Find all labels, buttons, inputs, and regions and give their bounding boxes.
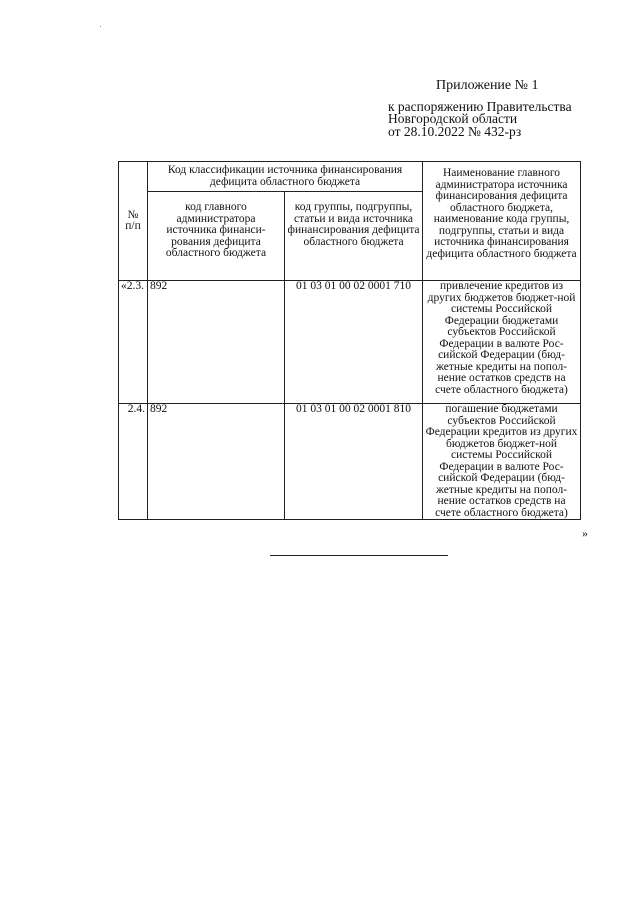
row-code: 01 03 01 00 02 0001 810 — [285, 404, 423, 520]
row-code: 01 03 01 00 02 0001 710 — [285, 281, 423, 404]
annex-line-1: к распоряжению Правительства — [388, 98, 572, 114]
row-admin: 892 — [148, 404, 285, 520]
header-group: Код классификации источника финансирования дефицита областного бюджета — [148, 162, 423, 192]
annex-line-2: Новгородской области — [388, 111, 518, 126]
header-name: Наименование главного администратора источника финансирования дефицита областного бюджета, наименование кода группы, подгруппы, статьи и вида источника финансирования дефицита областного бюджета — [423, 162, 581, 281]
header-num — [119, 162, 148, 281]
header-num-sub: п/п — [125, 220, 141, 232]
row-num: «2.3. — [119, 281, 148, 404]
row-num: 2.4. — [119, 404, 148, 520]
end-rule — [270, 555, 448, 556]
closing-quote: » — [582, 526, 588, 540]
row-name: погашение бюджетами субъектов Российской Федерации кредитов из других бюджетов бюджет-ной системы Российской Федерации в валюте Рос-сийской Федерации (бюд-жетные кредиты на попол-нение остатков средств на счете областного бюджета) — [423, 404, 581, 520]
header-num-label: № — [127, 208, 139, 221]
annex-line-3: от 28.10.2022 № 432-рз — [388, 123, 522, 139]
annex-title: Приложение № 1 — [436, 78, 539, 93]
annex-header — [388, 80, 572, 138]
table-row — [119, 281, 581, 404]
header-row-1 — [119, 162, 581, 192]
table-row — [119, 404, 581, 520]
header-group-code: код группы, подгруппы, статьи и вида источника финансирования дефицита областного бюджета — [285, 192, 423, 281]
classification-table — [118, 161, 581, 520]
row-name: привлечение кредитов из других бюджетов бюджет-ной системы Российской Федерации бюджетами субъектов Российской Федерации в валюте Рос-сийской Федерации (бюд-жетные кредиты на попол-нение остатков средств на счете областного бюджета) — [423, 281, 581, 404]
header-admin-code: код главного администратора источника финанси-рования дефицита областного бюджета — [148, 192, 285, 281]
row-admin: 892 — [148, 281, 285, 404]
scan-speck — [100, 26, 101, 27]
